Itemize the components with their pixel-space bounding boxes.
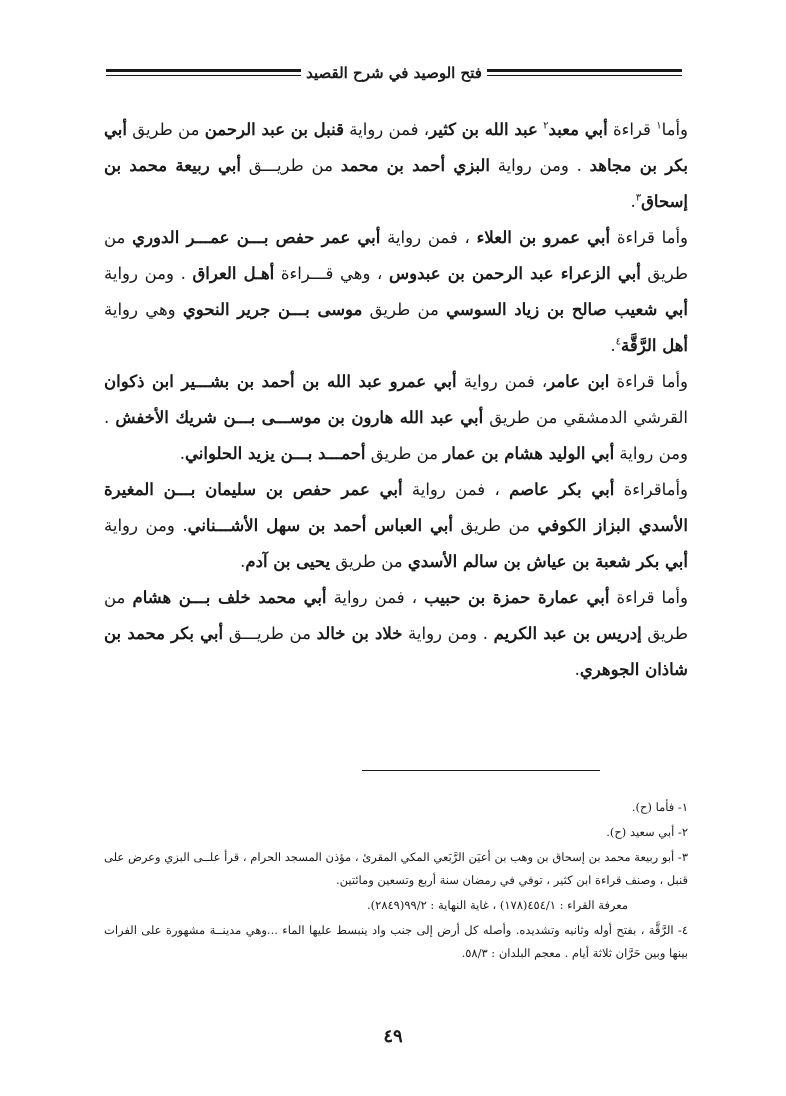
text-run: . ومن رواية xyxy=(489,156,590,175)
paragraph xyxy=(104,220,688,364)
text-run: . xyxy=(240,552,246,571)
footnote-ref: ٣ xyxy=(635,192,642,204)
text-run: من طريق xyxy=(362,300,447,319)
text-run: ، وهي قـــراءة xyxy=(274,264,389,283)
bold-name: أبي بكر عاصم xyxy=(509,480,615,499)
text-run: وأما قراءة xyxy=(610,228,689,247)
text-run: من طريق xyxy=(126,120,205,139)
footnote-separator xyxy=(362,770,600,771)
text-run: من طريق xyxy=(104,228,689,283)
bold-name: أبي عبد الله هارون بن موســـى بـــن شريك الأخفش xyxy=(115,408,484,427)
bold-name: أبي الوليد هشام بن عمار xyxy=(443,444,615,463)
bold-name: أحمـــد بـــن يزيد الحلواني xyxy=(185,444,366,463)
bold-name: إدريس بن عبد الكريم xyxy=(493,624,642,643)
bold-name: أبي عمر حفص بـــن عمـــر الدوري xyxy=(132,228,381,247)
text-run: ، فمن رواية xyxy=(402,480,510,499)
bold-name: البزي أحمد بن محمد xyxy=(340,156,490,175)
bold-name: أبي العباس أحمد بن سهل الأشـــناني xyxy=(187,516,453,535)
footnote: ١- فأما (ح). xyxy=(631,800,688,814)
text-run: ، فمن رواية xyxy=(344,120,430,139)
bold-name: أبي بكر بن مجاهد xyxy=(104,120,688,175)
text-run: . xyxy=(630,192,636,211)
text-run: وهي رواية xyxy=(104,300,183,319)
footnote: ٤- الرَّقَّة ، بفتح أوله وثانيه وتشديده. وأصله كل أرض إلى جنب واد ينبسط عليها الماء ...وهي مدينــة مشهورة على الفرات بينها وبين حَرَّان ثلاثة أيام . معجم البلدان : ٥٨/٣. xyxy=(104,923,688,960)
text-run: . ومن رواية xyxy=(402,624,494,643)
text-run: وأما قراءة xyxy=(609,372,689,391)
text-run: ، فمن رواية xyxy=(326,588,425,607)
bold-name: أبي بكر محمد بن شاذان الجوهري xyxy=(104,624,688,679)
paragraph xyxy=(104,112,688,220)
bold-name: خلاد بن خالد xyxy=(316,624,403,643)
text-run: ، فمن رواية xyxy=(456,372,548,391)
main-text xyxy=(104,112,688,688)
footnote-ref: ١ xyxy=(656,120,662,132)
paragraph xyxy=(104,364,688,472)
text-run: القرشي الدمشقي من طريق xyxy=(483,408,688,427)
footnote: ٣- أبو ربيعة محمد بن إسحاق بن وهب بن أعيَن الرَّبَعي المكي المقرئ ، مؤذن المسجد الحرام ، قرأ علــى البزي وعرض على قنبل ، وصنف قراءة ابن كثير ، توفي في رمضان سنة أربع وتسعين ومائتين. xyxy=(104,850,688,887)
bold-name: أبي عمر حفص بن سليمان بـــن المغيرة الأسدي البزاز الكوفي xyxy=(104,480,688,535)
text-run: . xyxy=(179,444,186,463)
text-run: من طريق xyxy=(104,588,688,643)
text-run: . ومن رواية xyxy=(104,408,688,463)
bold-name: أبي بكر شعبة بن عياش بن سالم الأسدي xyxy=(407,552,688,571)
running-header xyxy=(106,60,682,88)
footnote: معرفة القراء : ٤٥٤/١(١٧٨) ، غاية النهاية : ٩٩/٢(٢٨٤٩). xyxy=(366,898,628,912)
footnote-ref: ٤ xyxy=(615,336,622,348)
footnotes xyxy=(104,796,688,967)
bold-name: أبي عمرو بن العلاء xyxy=(476,228,611,247)
text-run: من طريق xyxy=(330,552,408,571)
header-rule-right xyxy=(487,69,682,76)
text-run: من طريـــق xyxy=(240,156,341,175)
bold-name: ابن عامر xyxy=(547,372,610,391)
bold-name: أبي عمرو عبد الله بن أحمد بن بشـــير ابن ذكوان xyxy=(104,372,457,391)
bold-name: أبي شعيب صالح بن زياد السوسي xyxy=(446,300,688,319)
text-run: وأما xyxy=(661,120,688,139)
header-rule-left xyxy=(106,69,301,76)
bold-name: أهل الرَّقَّة xyxy=(621,336,688,355)
text-run: . ومن رواية xyxy=(104,516,188,535)
text-run: وأماقراءة xyxy=(614,480,688,499)
bold-name: أبي محمد خلف بـــن هشام xyxy=(132,588,327,607)
bold-name: موسى بـــن جرير النحوي xyxy=(182,300,363,319)
bold-name: قنبل بن عبد الرحمن xyxy=(204,120,345,139)
text-run: . xyxy=(610,336,616,355)
text-run: من طريق xyxy=(365,444,444,463)
text-run: قراءة xyxy=(607,120,657,139)
paragraph xyxy=(104,580,688,688)
footnote: ٢- أبي سعيد (ح). xyxy=(606,825,688,839)
text-run: ، فمن رواية xyxy=(380,228,477,247)
bold-name: عبد الله بن كثير xyxy=(429,120,538,139)
bold-name: يحيى بن آدم xyxy=(245,552,331,571)
text-run: وأما قراءة xyxy=(609,588,688,607)
text-run: . xyxy=(574,660,580,679)
page-number: ٤٩ xyxy=(383,1026,403,1047)
bold-name: أهـل العراق xyxy=(192,264,275,283)
footnote-ref: ٢ xyxy=(543,120,549,132)
text-run: . ومن رواية xyxy=(104,264,193,283)
bold-name: أبي ربيعة محمد بن إسحاق xyxy=(104,156,688,211)
bold-name: أبي عمارة حمزة بن حبيب xyxy=(424,588,610,607)
bold-name: أبي معبد xyxy=(548,120,608,139)
header-title: فتح الوصيد في شرح القصيد xyxy=(306,64,482,82)
bold-name: أبي الزعراء عبد الرحمن بن عبدوس xyxy=(389,264,641,283)
text-run: من طريق xyxy=(452,516,538,535)
text-run: من طريـــق xyxy=(223,624,317,643)
paragraph xyxy=(104,472,688,580)
